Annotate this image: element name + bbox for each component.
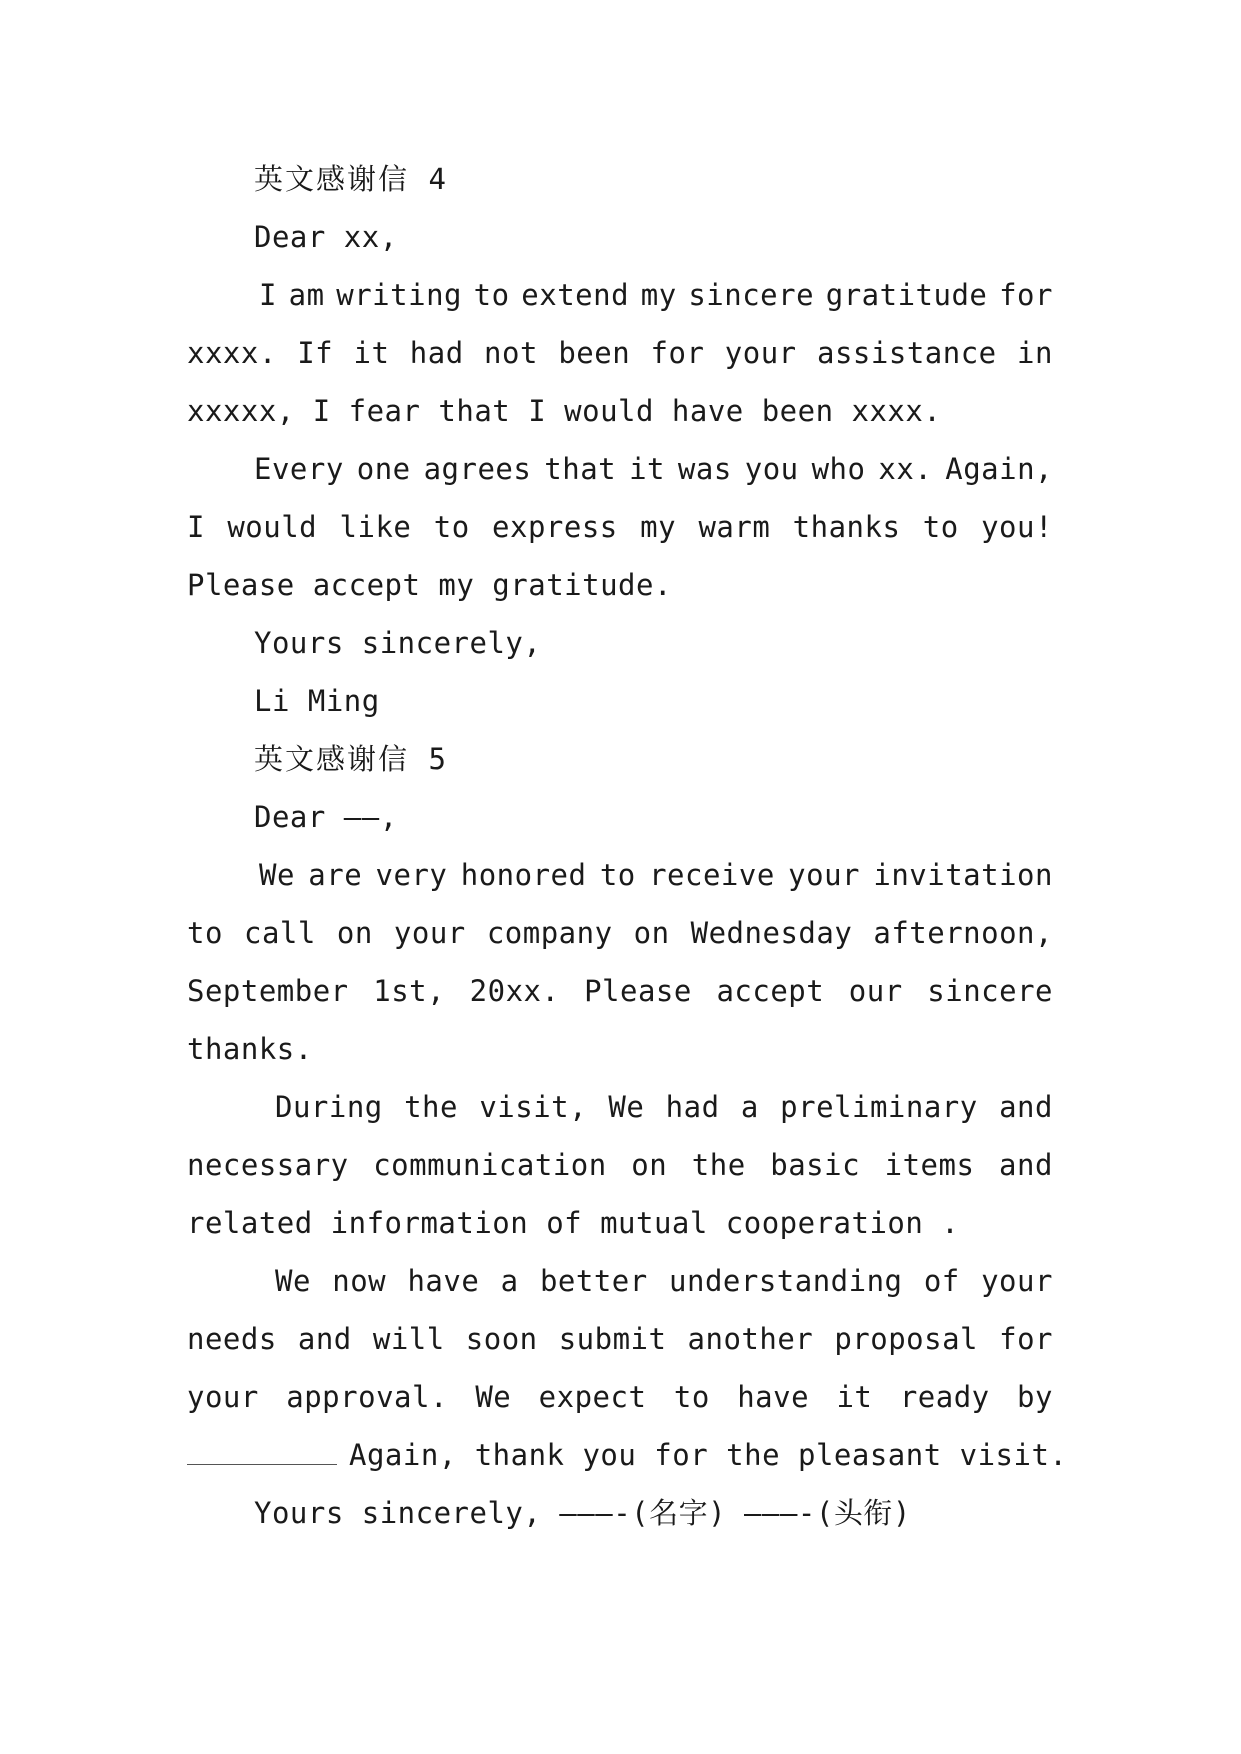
word: writing xyxy=(336,278,462,312)
word: Every xyxy=(254,452,344,486)
word: proposal xyxy=(834,1322,979,1356)
word: it xyxy=(836,1380,873,1414)
word: preliminary xyxy=(780,1090,978,1124)
word: for xyxy=(999,1322,1053,1356)
word: to xyxy=(673,1380,710,1414)
letter4-signature: Li Ming xyxy=(254,684,380,718)
word: sincere xyxy=(927,974,1053,1008)
word: honored xyxy=(460,858,587,892)
word: another xyxy=(687,1322,814,1356)
word: express xyxy=(492,510,618,544)
word: to xyxy=(473,278,510,312)
word: had xyxy=(665,1090,720,1124)
letter4-heading: 英文感谢信 4 xyxy=(254,162,448,196)
word: a xyxy=(500,1264,519,1298)
letter5-p2-line3: related information of mutual cooperation . xyxy=(187,1206,960,1240)
word: I xyxy=(259,278,277,312)
word: it xyxy=(629,452,665,486)
word: items xyxy=(884,1148,975,1182)
word: not xyxy=(484,336,538,370)
word: thanks xyxy=(792,510,901,544)
word: who xyxy=(811,452,866,486)
word: xx. xyxy=(878,452,933,486)
word: in xyxy=(1017,336,1053,370)
word: to xyxy=(433,510,470,544)
word: receive xyxy=(649,858,775,892)
word: gratitude xyxy=(825,278,988,312)
word: that xyxy=(544,452,617,486)
letter4-p1-line3: xxxxx, I fear that I would have been xxxx. xyxy=(187,394,942,428)
word: afternoon, xyxy=(873,916,1053,950)
word: communication xyxy=(373,1148,607,1182)
word: my xyxy=(640,278,677,312)
word: Again, xyxy=(945,452,1053,486)
word: now xyxy=(332,1264,387,1298)
word: call xyxy=(244,916,316,950)
word: ready xyxy=(899,1380,990,1414)
word: invitation xyxy=(873,858,1053,892)
word: needs xyxy=(187,1322,277,1356)
word: had xyxy=(409,336,464,370)
word: We xyxy=(608,1090,645,1124)
word: very xyxy=(375,858,448,892)
word: will xyxy=(372,1322,445,1356)
letter5-p3-line2 xyxy=(187,1310,1053,1368)
letter4-greeting: Dear xx, xyxy=(254,220,398,254)
letter5-p3-line1 xyxy=(187,1252,1053,1310)
word: xxxx. xyxy=(187,336,277,370)
word: approval. xyxy=(286,1380,448,1414)
word: soon xyxy=(465,1322,538,1356)
word: it xyxy=(353,336,390,370)
word: for xyxy=(650,336,705,370)
word: September xyxy=(187,974,349,1008)
word: a xyxy=(740,1090,759,1124)
letter5-greeting: Dear ——, xyxy=(254,800,398,834)
word: We xyxy=(259,858,295,892)
letter5-p1-line2 xyxy=(187,904,1053,962)
letter5-closing: Yours sincerely, ———-(名字) ———-(头衔) xyxy=(254,1496,911,1530)
letter4-p1-line1 xyxy=(187,266,1053,324)
word: of xyxy=(923,1264,960,1298)
letter4-p2-line1 xyxy=(187,440,1053,498)
word: by xyxy=(1017,1380,1053,1414)
word: have xyxy=(737,1380,810,1414)
word: for xyxy=(999,278,1053,312)
word: are xyxy=(308,858,363,892)
word: on xyxy=(631,1148,668,1182)
word: the xyxy=(691,1148,746,1182)
letter5-p2-line2 xyxy=(187,1136,1053,1194)
word: agrees xyxy=(423,452,532,486)
letter5-p1-line4: thanks. xyxy=(187,1032,313,1066)
letter5-p1-line1 xyxy=(187,846,1053,904)
word: sincere xyxy=(688,278,815,312)
word: your xyxy=(981,1264,1053,1298)
word: Wednesday xyxy=(690,916,853,950)
word: the xyxy=(404,1090,458,1124)
word: accept xyxy=(716,974,825,1008)
word: We xyxy=(275,1264,311,1298)
word: understanding xyxy=(669,1264,903,1298)
letter5-p1-line3 xyxy=(187,962,1053,1020)
word: have xyxy=(407,1264,480,1298)
word: and xyxy=(297,1322,352,1356)
word: assistance xyxy=(817,336,997,370)
letter4-closing: Yours sincerely, xyxy=(254,626,542,660)
word: extend xyxy=(521,278,630,312)
word: like xyxy=(339,510,412,544)
word: you! xyxy=(981,510,1053,544)
word: basic xyxy=(770,1148,861,1182)
word: I xyxy=(187,510,205,544)
word: you xyxy=(744,452,799,486)
word: was xyxy=(677,452,732,486)
word: one xyxy=(356,452,411,486)
word: If xyxy=(297,336,334,370)
word: your xyxy=(788,858,861,892)
letter5-p2-line1 xyxy=(187,1078,1053,1136)
word: 20xx. xyxy=(469,974,560,1008)
word: on xyxy=(336,916,373,950)
word: my xyxy=(640,510,677,544)
word: visit, xyxy=(479,1090,588,1124)
letter4-p2-line3: Please accept my gratitude. xyxy=(187,568,672,602)
word: our xyxy=(848,974,903,1008)
letter5-p3-line4-text: Again, thank you for the pleasant visit. xyxy=(349,1438,1068,1472)
word: and xyxy=(999,1148,1053,1182)
word: During xyxy=(275,1090,383,1124)
document-page xyxy=(187,150,1068,1542)
word: necessary xyxy=(187,1148,349,1182)
word: We xyxy=(475,1380,512,1414)
word: company xyxy=(486,916,613,950)
word: 1st, xyxy=(373,974,446,1008)
letter4-p1-line2 xyxy=(187,324,1053,382)
fill-in-blank xyxy=(187,1442,337,1465)
word: better xyxy=(539,1264,648,1298)
letter5-p3-line4 xyxy=(187,1426,1068,1484)
word: to xyxy=(599,858,636,892)
letter5-p3-line3 xyxy=(187,1368,1053,1426)
word: expect xyxy=(538,1380,647,1414)
word: to xyxy=(187,916,223,950)
word: Please xyxy=(584,974,692,1008)
word: am xyxy=(288,278,325,312)
word: submit xyxy=(558,1322,667,1356)
word: your xyxy=(393,916,466,950)
word: would xyxy=(227,510,318,544)
word: warm xyxy=(698,510,771,544)
letter5-heading: 英文感谢信 5 xyxy=(254,742,448,776)
word: your xyxy=(187,1380,259,1414)
word: to xyxy=(922,510,959,544)
word: on xyxy=(633,916,670,950)
letter4-p2-line2 xyxy=(187,498,1053,556)
word: been xyxy=(558,336,631,370)
word: your xyxy=(724,336,797,370)
word: and xyxy=(999,1090,1053,1124)
